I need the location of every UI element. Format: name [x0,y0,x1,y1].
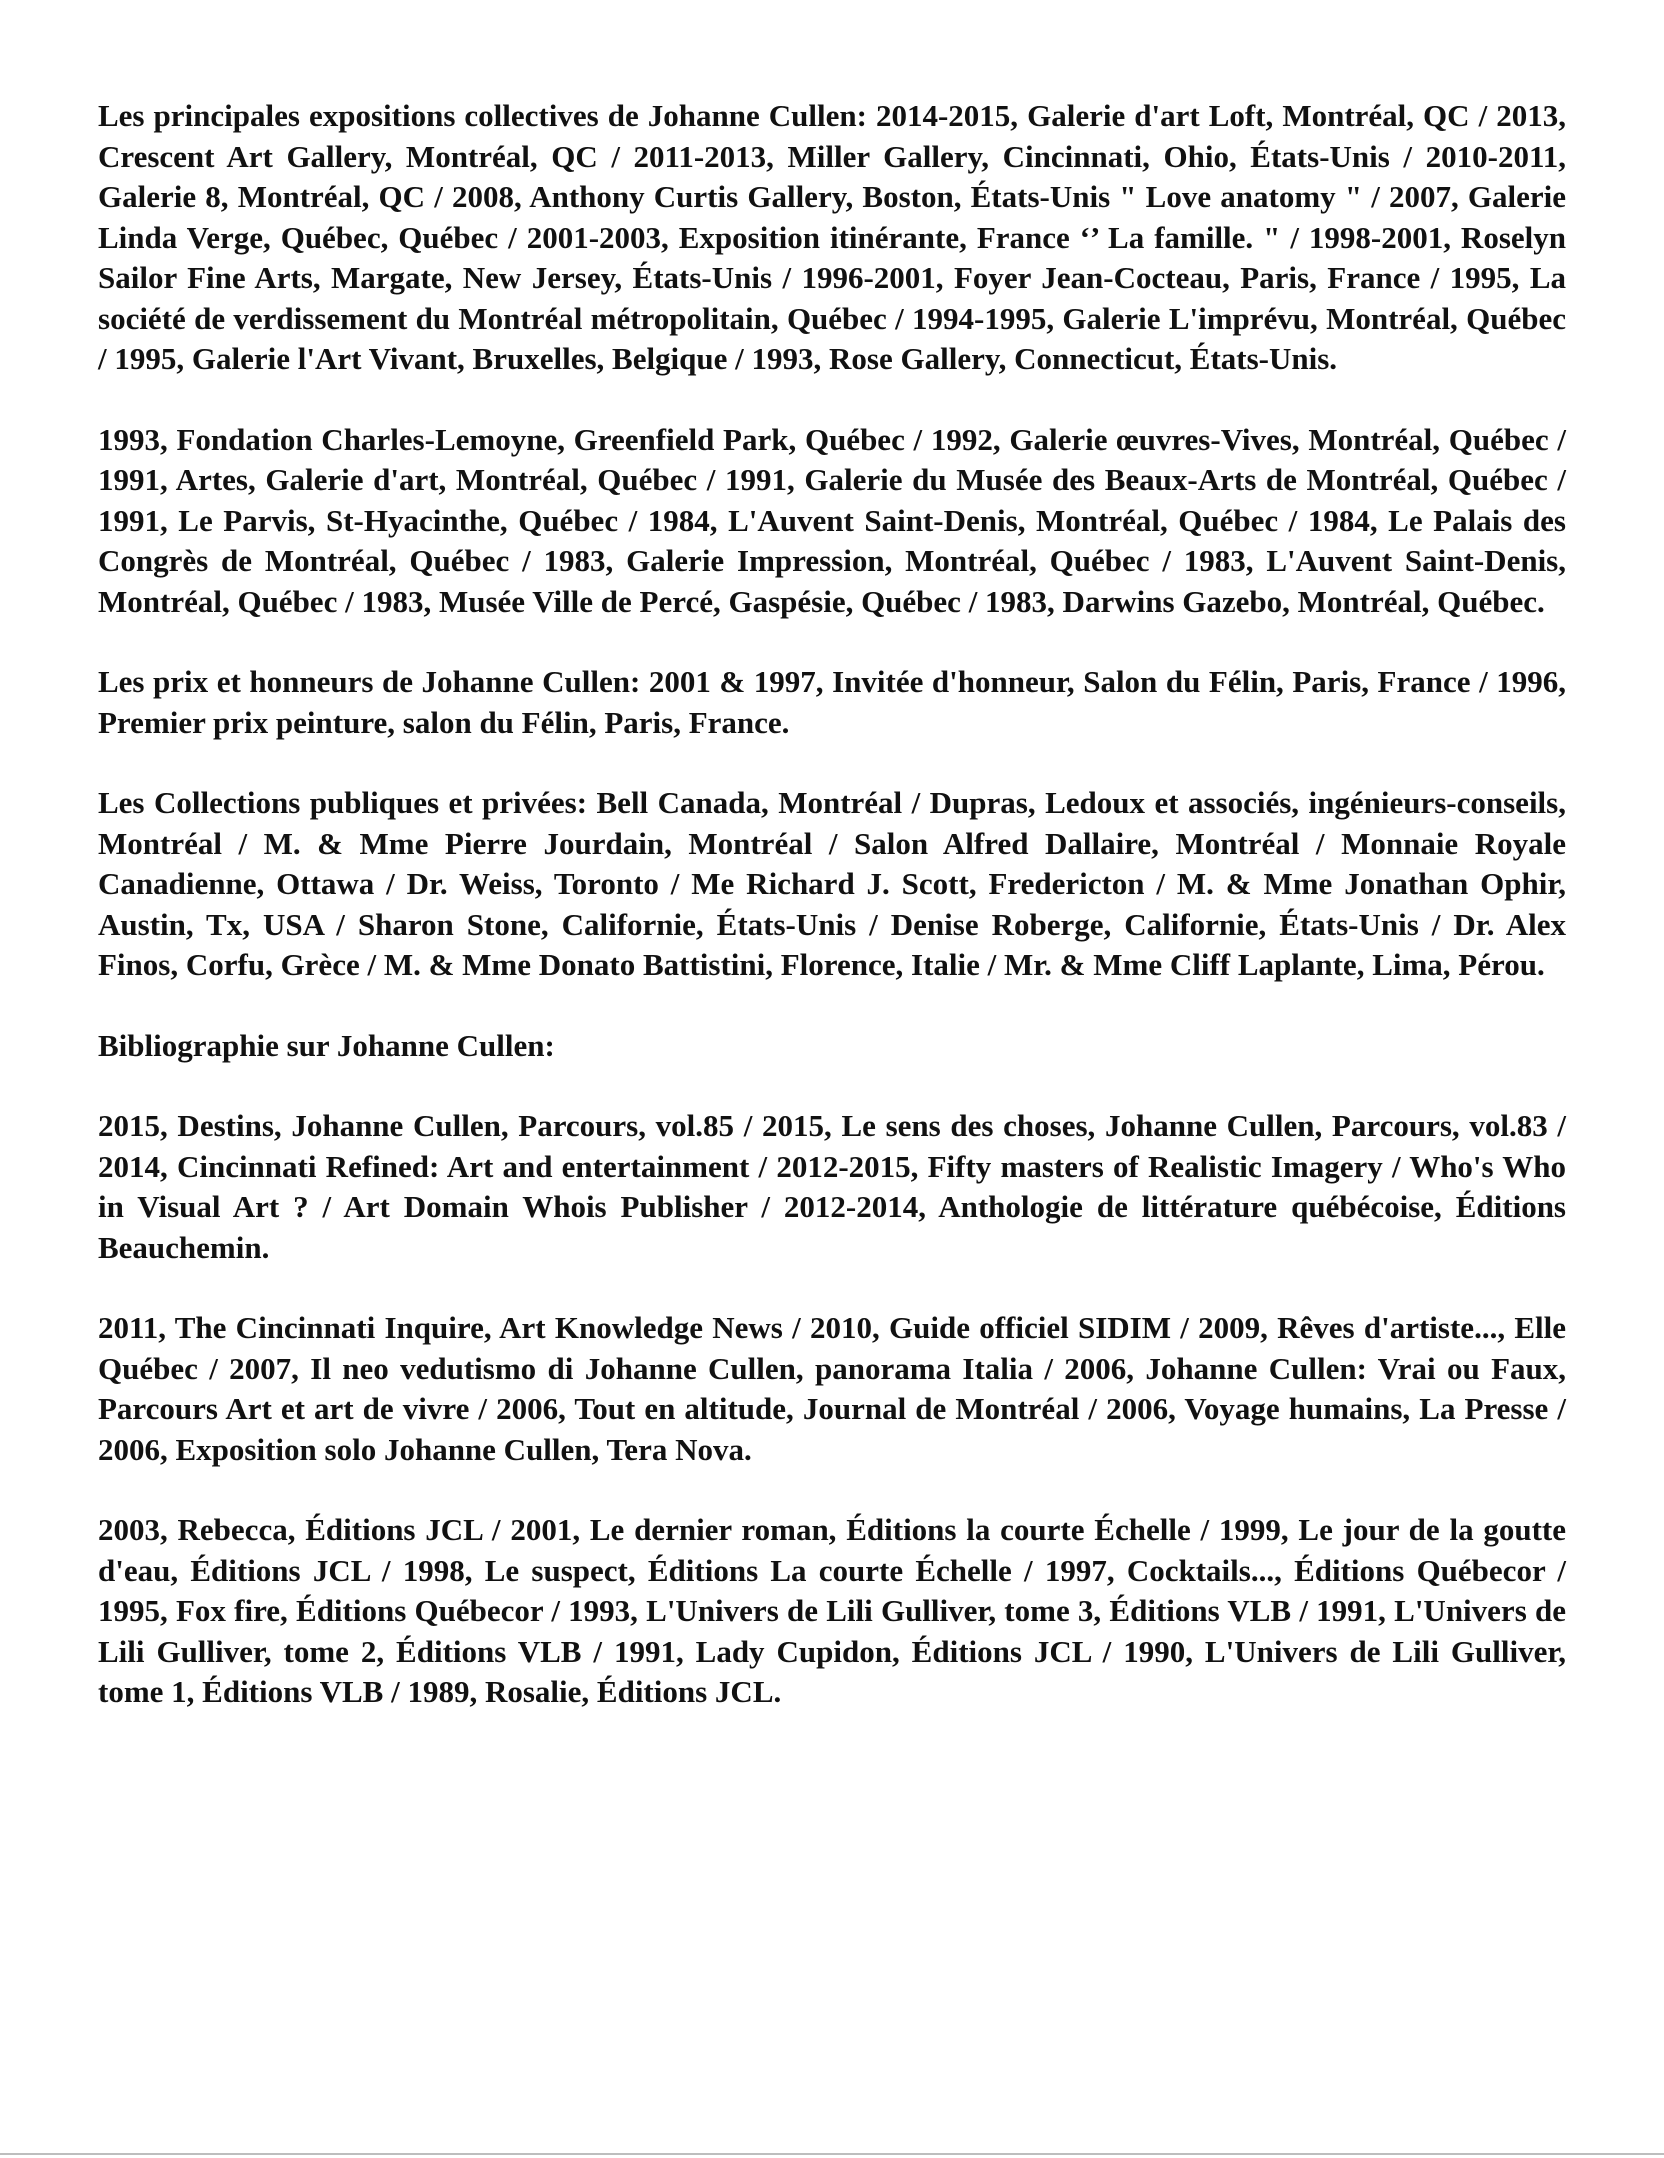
paragraph-group-exhibitions: Les principales expositions collectives de Johanne Cullen: 2014-2015, Galerie d'art Loft, Montréal, QC / 2013, Crescent Art Gallery, Montréal, QC / 2011-2013, Miller Gallery, Cincinnati, Ohio, États-Unis / 2010-2011, Galerie 8, Montréal, QC / 2008, Anthony Curtis Gallery, Boston, États-Unis " Love anatomy " / 2007, Galerie Linda Verge, Québec, Québec / 2001-2003, Exposition itinérante, France ‘’ La famille. " / 1998-2001, Roselyn Sailor Fine Arts, Margate, New Jersey, États-Unis / 1996-2001, Foyer Jean-Cocteau, Paris, France / 1995, La société de verdissement du Montréal métropolitain, Québec / 1994-1995, Galerie L'imprévu, Montréal, Québec / 1995, Galerie l'Art Vivant, Bruxelles, Belgique / 1993, Rose Gallery, Connecticut, États-Unis. [98,98,1566,376]
document-page [98,96,1566,1753]
paragraph-early-exhibitions: 1993, Fondation Charles-Lemoyne, Greenfield Park, Québec / 1992, Galerie œuvres-Vives, Montréal, Québec / 1991, Artes, Galerie d'art, Montréal, Québec / 1991, Galerie du Musée des Beaux-Arts de Montréal, Québec / 1991, Le Parvis, St-Hyacinthe, Québec / 1984, L'Auvent Saint-Denis, Montréal, Québec / 1984, Le Palais des Congrès de Montréal, Québec / 1983, Galerie Impression, Montréal, Québec / 1983, L'Auvent Saint-Denis, Montréal, Québec / 1983, Musée Ville de Percé, Gaspésie, Québec / 1983, Darwins Gazebo, Montréal, Québec. [98,421,1566,619]
bottom-divider [0,2153,1664,2155]
paragraph-collections: Les Collections publiques et privées: Bell Canada, Montréal / Dupras, Ledoux et associés, ingénieurs-conseils, Montréal / M. & Mme Pierre Jourdain, Montréal / Salon Alfred Dallaire, Montréal / Monnaie Royale Canadienne, Ottawa / Dr. Weiss, Toronto / Me Richard J. Scott, Fredericton / M. & Mme Jonathan Ophir, Austin, Tx, USA / Sharon Stone, Californie, États-Unis / Denise Roberge, Californie, États-Unis / Dr. Alex Finos, Corfu, Grèce / M. & Mme Donato Battistini, Florence, Italie / Mr. & Mme Cliff Laplante, Lima, Pérou. [98,785,1566,982]
paragraph-awards: Les prix et honneurs de Johanne Cullen: 2001 & 1997, Invitée d'honneur, Salon du Félin, Paris, France / 1996, Premier prix peinture, salon du Félin, Paris, France. [98,664,1566,740]
paragraph-bibliography-recent: 2015, Destins, Johanne Cullen, Parcours, vol.85 / 2015, Le sens des choses, Johanne Cullen, Parcours, vol.83 / 2014, Cincinnati Refined: Art and entertainment / 2012-2015, Fifty masters of Realistic Imagery / Who's Who in Visual Art ? / Art Domain Whois Publisher / 2012-2014, Anthologie de littérature québécoise, Éditions Beauchemin. [98,1108,1566,1265]
paragraph-bibliography-books: 2003, Rebecca, Éditions JCL / 2001, Le dernier roman, Éditions la courte Échelle / 1999, Le jour de la goutte d'eau, Éditions JCL / 1998, Le suspect, Éditions La courte Échelle / 1997, Cocktails..., Éditions Québecor / 1995, Fox fire, Éditions Québecor / 1993, L'Univers de Lili Gulliver, tome 3, Éditions VLB / 1991, L'Univers de Lili Gulliver, tome 2, Éditions VLB / 1991, Lady Cupidon, Éditions JCL / 1990, L'Univers de Lili Gulliver, tome 1, Éditions VLB / 1989, Rosalie, Éditions JCL. [98,1512,1566,1709]
bibliography-heading: Bibliographie sur Johanne Cullen: [98,1027,555,1063]
paragraph-bibliography-press: 2011, The Cincinnati Inquire, Art Knowledge News / 2010, Guide officiel SIDIM / 2009, Rêves d'artiste..., Elle Québec / 2007, Il neo vedutismo di Johanne Cullen, panorama Italia / 2006, Johanne Cullen: Vrai ou Faux, Parcours Art et art de vivre / 2006, Tout en altitude, Journal de Montréal / 2006, Voyage humains, La Presse / 2006, Exposition solo Johanne Cullen, Tera Nova. [98,1310,1566,1467]
